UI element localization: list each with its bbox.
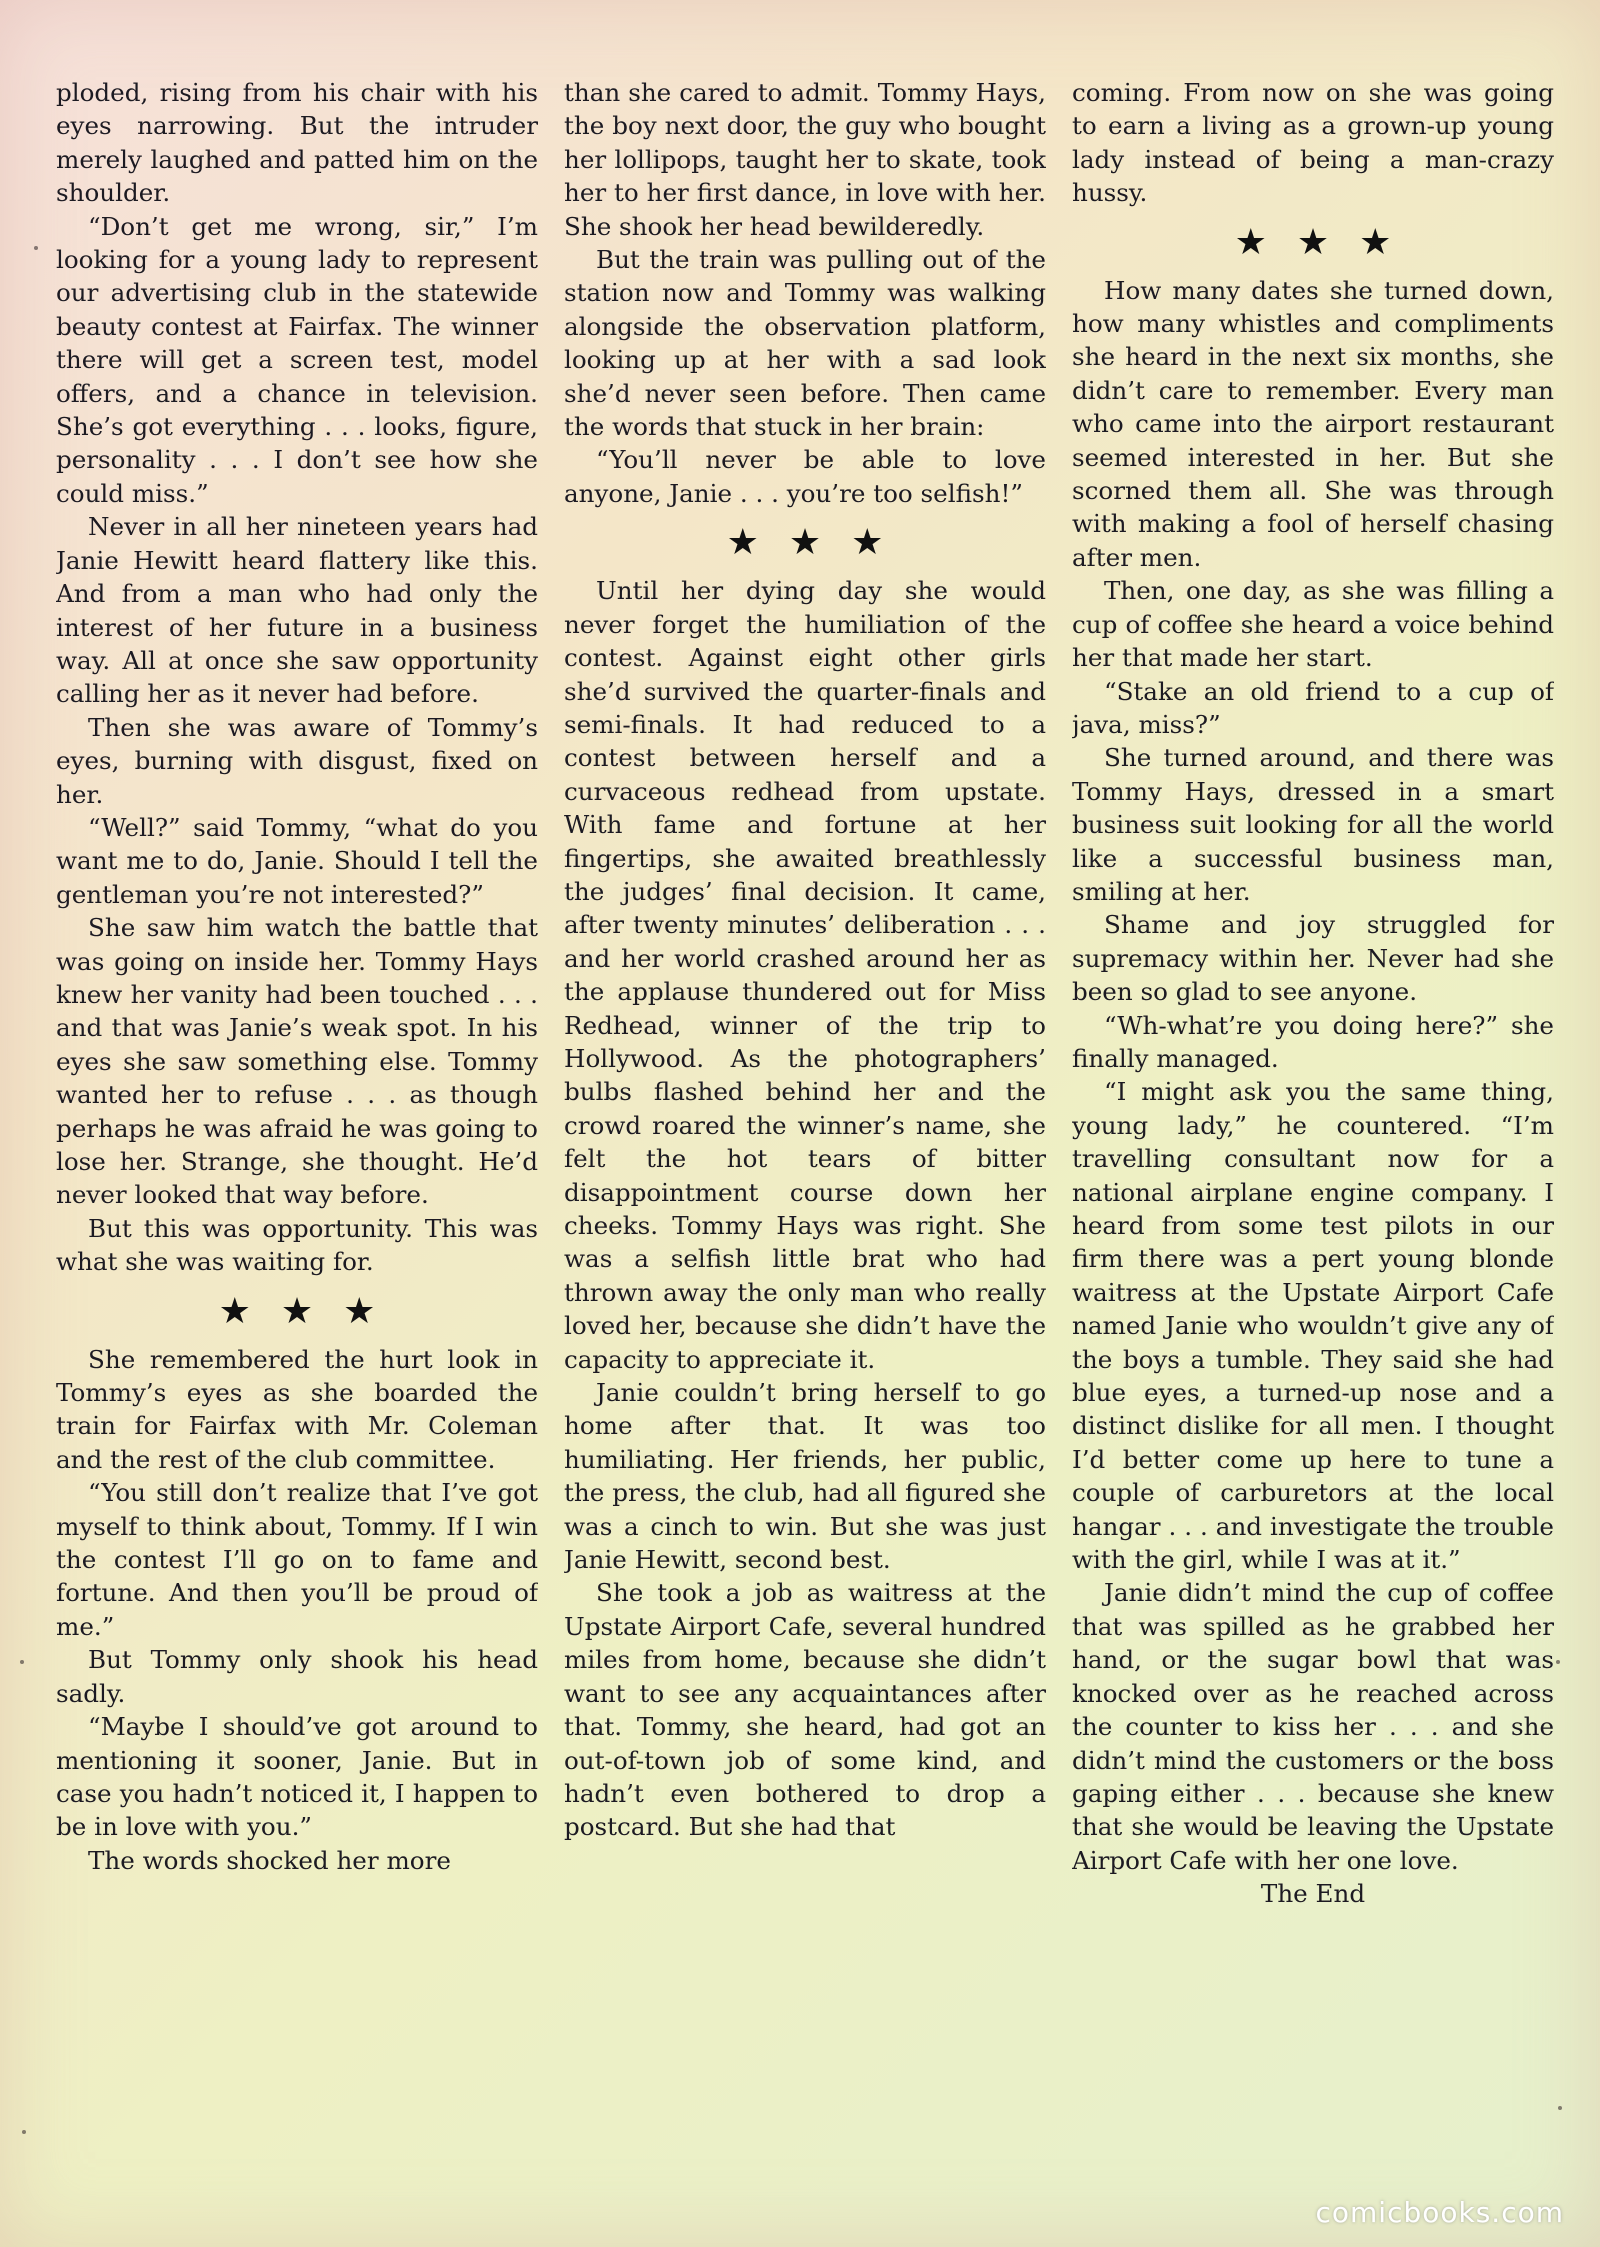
print-speck bbox=[1556, 1660, 1560, 1664]
text-column-2 bbox=[564, 76, 1046, 2116]
story-paragraph: “I might ask you the same thing, young lady,” he countered. “I’m travelling consultant now for a national airplane engine company. I heard from some test pilots in our firm there was a pert young blonde waitress at the Upstate Airport Cafe named Janie who wouldn’t give any of the boys a tumble. They said she had blue eyes, a turned-up nose and a distinct dislike for all men. I thought I’d better come up here to tune a couple of carburetors at the local hangar . . . and investigate the trouble with the girl, while I was at it.” bbox=[1072, 1077, 1554, 1575]
section-break-stars: ★★★ bbox=[726, 522, 914, 564]
story-paragraph: She turned around, and there was Tommy Hays, dressed in a smart business suit looking for all the world like a successful business man, smiling at her. bbox=[1072, 743, 1554, 906]
story-paragraph: The words shocked her more bbox=[88, 1845, 451, 1875]
story-paragraph: coming. From now on she was going to earn a living as a grown-up young lady instead of being a man-crazy hussy. bbox=[1072, 78, 1554, 208]
text-column-3 bbox=[1072, 76, 1554, 2116]
story-paragraph: “Maybe I should’ve got around to mentioning it sooner, Janie. But in case you hadn’t noticed it, I happen to be in love with you.” bbox=[56, 1712, 538, 1842]
story-paragraph: Janie didn’t mind the cup of coffee that was spilled as he grabbed her hand, or the sugar bowl that was knocked over as he reached across the counter to kiss her . . . and she didn’t mind the customers or the boss gaping either . . . because she knew that she would be leaving the Upstate Airport Cafe with her one love. bbox=[1072, 1578, 1554, 1875]
story-paragraph: “Stake an old friend to a cup of java, miss?” bbox=[1072, 676, 1554, 739]
story-paragraph: Shame and joy struggled for supremacy within her. Never had she been so glad to see anyone. bbox=[1072, 910, 1554, 1007]
story-paragraph: Then, one day, as she was filling a cup of coffee she heard a voice behind her that made her start. bbox=[1072, 576, 1554, 673]
story-paragraph: “Wh-what’re you doing here?” she finally managed. bbox=[1072, 1010, 1554, 1073]
story-paragraph: She saw him watch the battle that was going on inside her. Tommy Hays knew her vanity had been touched . . . and that was Janie’s weak spot. In his eyes she saw something else. Tommy wanted her to refuse . . . as though perhaps he was afraid he was going to lose her. Strange, she thought. He’d never looked that way before. bbox=[56, 913, 538, 1210]
print-speck bbox=[1558, 2106, 1562, 2110]
story-paragraph: “You’ll never be able to love anyone, Janie . . . you’re too selfish!” bbox=[564, 445, 1046, 508]
text-column-1 bbox=[56, 76, 538, 2116]
story-paragraph: “Don’t get me wrong, sir,” I’m looking for a young lady to represent our advertising club in the statewide beauty contest at Fairfax. The winner there will get a screen test, model offers, and a chance in television. She’s got everything . . . looks, figure, personality . . . I don’t see how she could miss.” bbox=[56, 211, 538, 508]
story-end-label: The End bbox=[1260, 1879, 1366, 1909]
story-paragraph: than she cared to admit. Tommy Hays, the boy next door, the guy who bought her lollipops, taught her to skate, took her to her first dance, in love with her. She shook her head bewilderedly. bbox=[564, 78, 1046, 241]
section-break-stars: ★★★ bbox=[218, 1290, 406, 1332]
story-paragraph: Never in all her nineteen years had Janie Hewitt heard flattery like this. And from a man who had only the interest of her future in a business way. All at once she saw opportunity calling her as it never had before. bbox=[56, 512, 538, 709]
story-paragraph: But the train was pulling out of the station now and Tommy was walking alongside the observation platform, looking up at her with a sad look she’d never seen before. Then came the words that stuck in her brain: bbox=[564, 245, 1046, 442]
print-speck bbox=[20, 1660, 24, 1664]
story-paragraph: Janie couldn’t bring herself to go home after that. It was too humiliating. Her friends, her public, the press, the club, had all figured she was a cinch to win. But she was just Janie Hewitt, second best. bbox=[564, 1378, 1046, 1575]
story-paragraph: She took a job as waitress at the Upstate Airport Cafe, several hundred miles from home, because she didn’t want to see any acquaintances after that. Tommy, she heard, had got an out-of-town job of some kind, and hadn’t even bothered to drop a postcard. But she had that bbox=[564, 1578, 1046, 1842]
story-paragraph: But this was opportunity. This was what she was waiting for. bbox=[56, 1213, 538, 1277]
story-body bbox=[56, 76, 1554, 2116]
story-paragraph: “You still don’t realize that I’ve got myself to think about, Tommy. If I win the contest I’ll go on to fame and fortune. And then you’ll be proud of me.” bbox=[56, 1478, 538, 1641]
story-paragraph: “Well?” said Tommy, “what do you want me to do, Janie. Should I tell the gentleman you’re not interested?” bbox=[56, 812, 538, 909]
section-break-stars: ★★★ bbox=[1234, 221, 1422, 263]
print-speck bbox=[22, 2130, 26, 2134]
site-watermark: comicbooks.com bbox=[1315, 2196, 1564, 2229]
story-paragraph: Until her dying day she would never forget the humiliation of the contest. Against eight other girls she’d survived the quarter-finals and semi-finals. It had reduced to a contest between herself and a curvaceous redhead from upstate. With fame and fortune at her fingertips, she awaited breathlessly the judges’ final decision. It came, after twenty minutes’ deliberation . . . and her world crashed around her as the applause thundered out for Miss Redhead, winner of the trip to Hollywood. As the photographers’ bulbs flashed behind her and the crowd roared the winner’s name, she felt the hot tears of bitter disappointment course down her cheeks. Tommy Hays was right. She was a selfish little brat who had thrown away the only man who really loved her, because she didn’t have the capacity to appreciate it. bbox=[564, 576, 1046, 1374]
print-speck bbox=[34, 246, 38, 250]
story-paragraph: Then she was aware of Tommy’s eyes, burning with disgust, fixed on her. bbox=[56, 712, 538, 809]
story-paragraph: She remembered the hurt look in Tommy’s eyes as she boarded the train for Fairfax with Mr. Coleman and the rest of the club committee. bbox=[56, 1344, 538, 1474]
story-paragraph: But Tommy only shook his head sadly. bbox=[56, 1645, 538, 1708]
story-paragraph: How many dates she turned down, how many whistles and compliments she heard in the next six months, she didn’t care to remember. Every man who came into the airport restaurant seemed interested in her. But she scorned them all. She was through with making a fool of herself chasing after men. bbox=[1072, 275, 1554, 572]
story-paragraph: ploded, rising from his chair with his eyes narrowing. But the intruder merely laughed and patted him on the shoulder. bbox=[56, 78, 538, 208]
